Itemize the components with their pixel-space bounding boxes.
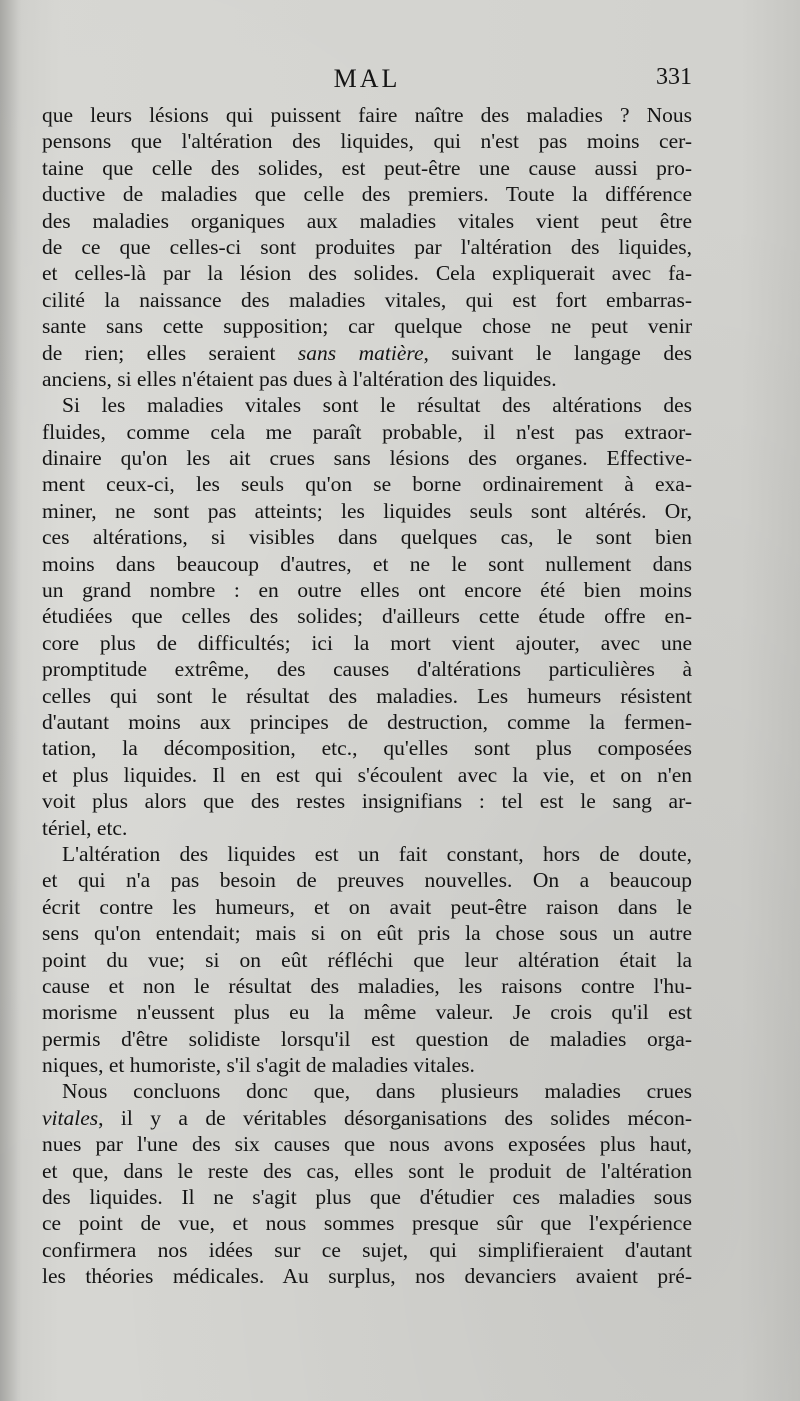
text-line: L'altération des liquides est un fait constant, hors de doute, — [62, 841, 692, 866]
text-line: et celles-là par la lésion des solides. Cela expliquerait avec fa- — [42, 261, 692, 286]
running-head — [42, 64, 692, 98]
text-line: permis d'être solidiste lorsqu'il est question de maladies orga- — [42, 1026, 692, 1051]
text-line: ces altérations, si visibles dans quelques cas, le sont bien — [42, 525, 692, 550]
text-line: des maladies organiques aux maladies vitales vient peut être — [42, 208, 692, 233]
text-line: écrit contre les humeurs, et on avait peut-être raison dans le — [42, 894, 692, 919]
text-line: de ce que celles-ci sont produites par l'altération des liquides, — [42, 234, 692, 259]
text-line: pensons que l'altération des liquides, qui n'est pas moins cer- — [42, 129, 692, 154]
body-text — [42, 102, 692, 1290]
text-line: que leurs lésions qui puissent faire naître des maladies ? Nous — [42, 103, 692, 127]
text-line: tation, la décomposition, etc., qu'elles sont plus composées — [42, 736, 692, 761]
text-line: voit plus alors que des restes insignifians : tel est le sang ar- — [42, 789, 692, 814]
text-line: point du vue; si on eût réfléchi que leur altération était la — [42, 947, 692, 972]
text-line-italic: vitales, il y a de véritables désorganisations des solides mécon- — [42, 1105, 692, 1130]
text-line: et plus liquides. Il en est qui s'écoulent avec la vie, et on n'en — [42, 762, 692, 787]
text-line: confirmera nos idées sur ce sujet, qui simplifieraient d'autant — [42, 1237, 692, 1262]
text-line: ment ceux-ci, les seuls qu'on se borne ordinairement à exa- — [42, 472, 692, 497]
text-line: Nous concluons donc que, dans plusieurs maladies crues — [62, 1079, 692, 1104]
binding-shadow — [0, 0, 22, 1401]
text-line: morisme n'eussent plus eu la même valeur. Je crois qu'il est — [42, 1000, 692, 1025]
italic-phrase: vitales — [42, 1105, 99, 1130]
page-title: MAL — [333, 64, 401, 93]
text-line: ce point de vue, et nous sommes presque sûr que l'expérience — [42, 1211, 692, 1236]
text-line: miner, ne sont pas atteints; les liquides seuls sont altérés. Or, — [42, 498, 692, 523]
text-line: core plus de difficultés; ici la mort vient ajouter, avec une — [42, 630, 692, 655]
text-line: et qui n'a pas besoin de preuves nouvelles. On a beaucoup — [42, 868, 692, 893]
text-line: et que, dans le reste des cas, elles sont le produit de l'altération — [42, 1158, 692, 1183]
text-line-italic: de rien; elles seraient sans matière, suivant le langage des — [42, 340, 692, 365]
text-line: étudiées que celles des solides; d'ailleurs cette étude offre en- — [42, 604, 692, 629]
text-line: sens qu'on entendait; mais si on eût pris la chose sous un autre — [42, 921, 692, 946]
text-line: cause et non le résultat des maladies, les raisons contre l'hu- — [42, 973, 692, 998]
text-line: les théories médicales. Au surplus, nos devanciers avaient pré- — [42, 1264, 692, 1289]
text-line: dinaire qu'on les ait crues sans lésions des organes. Effective- — [42, 446, 692, 471]
page-number: 331 — [656, 64, 692, 90]
text-line: sante sans cette supposition; car quelque chose ne peut venir — [42, 314, 692, 339]
text-line: nues par l'une des six causes que nous avons exposées plus haut, — [42, 1132, 692, 1157]
text-line: niques, et humoriste, s'il s'agit de maladies vitales. — [42, 1053, 475, 1078]
text-line: des liquides. Il ne s'agit plus que d'étudier ces maladies sous — [42, 1185, 692, 1210]
text-line: celles qui sont le résultat des maladies. Les humeurs résistent — [42, 683, 692, 708]
text-line: anciens, si elles n'étaient pas dues à l'altération des liquides. — [42, 366, 557, 391]
text-line: ductive de maladies que celle des premiers. Toute la différence — [42, 182, 692, 207]
text-line: cilité la naissance des maladies vitales, qui est fort embarras- — [42, 287, 692, 312]
text-line: un grand nombre : en outre elles ont encore été bien moins — [42, 578, 692, 603]
text-line: taine que celle des solides, est peut-être une cause aussi pro- — [42, 155, 692, 180]
text-line: promptitude extrême, des causes d'altérations particulières à — [42, 657, 692, 682]
italic-phrase: sans matière — [297, 340, 424, 365]
text-line: tériel, etc. — [42, 815, 128, 840]
text-line: fluides, comme cela me paraît probable, il n'est pas extraor- — [42, 419, 692, 444]
text-line: d'autant moins aux principes de destruction, comme la fermen- — [42, 709, 692, 734]
text-line: moins dans beaucoup d'autres, et ne le sont nullement dans — [42, 551, 692, 576]
text-line: Si les maladies vitales sont le résultat des altérations des — [62, 393, 692, 418]
